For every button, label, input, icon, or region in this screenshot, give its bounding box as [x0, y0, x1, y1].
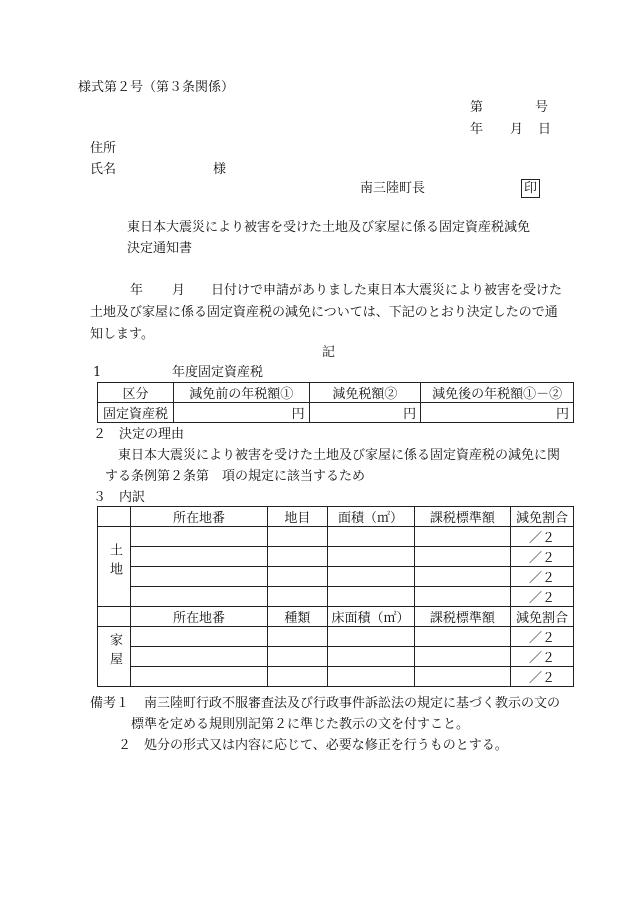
date-month: 月	[510, 122, 524, 137]
header-category: 区分	[98, 383, 174, 403]
land-row-3-location	[131, 567, 268, 587]
land-header-taxbase: 課税標準額	[414, 507, 511, 527]
body-line-2: 土地及び家屋に係る固定資産税の減免については、下記のとおり決定したので通	[90, 305, 558, 320]
form-number: 様式第２号（第３条関係）	[78, 80, 235, 95]
house-row-2-floor-area	[327, 647, 414, 667]
body-year: 年	[130, 283, 144, 298]
house-header-ratio: 減免割合	[511, 607, 574, 627]
land-row-2-location	[131, 547, 268, 567]
land-header-ratio: 減免割合	[511, 507, 574, 527]
section2-heading: ２ 決定の理由	[93, 427, 185, 442]
number-dai: 第	[470, 100, 484, 115]
row-before-yen: 円	[173, 403, 309, 423]
land-header-location: 所在地番	[131, 507, 268, 527]
title-line-1: 東日本大震災により被害を受けた土地及び家屋に係る固定資産税減免	[127, 220, 531, 235]
house-row-1-ratio: ／２	[511, 627, 574, 647]
land-row-2-ratio: ／２	[511, 547, 574, 567]
land-row-2-category	[268, 547, 327, 567]
row-after-yen: 円	[421, 403, 574, 423]
house-row-2-location	[131, 647, 268, 667]
notes-label: 備考１	[90, 696, 130, 711]
house-row-1-location	[131, 627, 268, 647]
section2-line-1: 東日本大震災により被害を受けた土地及び家屋に係る固定資産税の減免に関	[118, 448, 561, 463]
header-reduction: 減免税額②	[309, 383, 421, 403]
corner-cell	[98, 507, 131, 527]
seal-stamp	[521, 179, 540, 198]
date-year: 年	[470, 122, 484, 137]
house-header-floor-area: 床面積（㎡）	[327, 607, 414, 627]
body-line-3: 知します。	[90, 327, 154, 342]
house-corner-cell	[98, 607, 131, 627]
house-row-3-taxbase	[414, 667, 511, 687]
header-before: 減免前の年税額①	[173, 383, 309, 403]
land-row-3-category	[268, 567, 327, 587]
land-row-4-taxbase	[414, 587, 511, 607]
house-row-1-floor-area	[327, 627, 414, 647]
house-header-type: 種類	[268, 607, 327, 627]
house-row-2-taxbase	[414, 647, 511, 667]
date-day: 日	[538, 122, 552, 137]
land-row-1-category	[268, 527, 327, 547]
house-header-taxbase: 課税標準額	[414, 607, 511, 627]
land-row-3-taxbase	[414, 567, 511, 587]
header-after: 減免後の年税額①－②	[421, 383, 574, 403]
house-row-2-ratio: ／２	[511, 647, 574, 667]
name-label: 氏名	[90, 162, 117, 177]
land-row-1-area	[327, 527, 414, 547]
land-row-2-taxbase	[414, 547, 511, 567]
number-go: 号	[535, 100, 549, 115]
house-row-1-taxbase	[414, 627, 511, 647]
land-row-4-category	[268, 587, 327, 607]
ki-heading: 記	[322, 345, 336, 360]
land-row-1-taxbase	[414, 527, 511, 547]
note-1-line-1: 南三陸町行政不服審査法及び行政事件訴訟法の規定に基づく教示の文の	[144, 696, 561, 711]
section2-line-2: する条例第２条第 項の規定に該当するため	[105, 469, 366, 484]
note-2: ２ 処分の形式又は内容に応じて、必要な修正を行うものとする。	[118, 738, 508, 753]
issuer-name: 南三陸町長	[360, 181, 426, 196]
land-row-2-area	[327, 547, 414, 567]
section3-heading: ３ 内訳	[93, 490, 146, 505]
house-row-2-type	[268, 647, 327, 667]
house-row-3-floor-area	[327, 667, 414, 687]
land-row-3-ratio: ／２	[511, 567, 574, 587]
house-label	[98, 627, 131, 687]
land-row-1-ratio: ／２	[511, 527, 574, 547]
seal-text: 印	[521, 179, 540, 198]
breakdown-table	[97, 506, 574, 687]
house-row-3-ratio: ／２	[511, 667, 574, 687]
house-row-3-type	[268, 667, 327, 687]
body-month: 月	[172, 283, 186, 298]
land-row-3-area	[327, 567, 414, 587]
body-line-1: 日付けで申請がありました東日本大震災により被害を受けた	[211, 283, 563, 298]
house-row-1-type	[268, 627, 327, 647]
house-label-text: 家屋	[107, 633, 122, 671]
row-reduction-yen: 円	[309, 403, 421, 423]
land-row-4-ratio: ／２	[511, 587, 574, 607]
land-row-1-location	[131, 527, 268, 547]
land-label	[98, 527, 131, 607]
land-label-text: 土地	[107, 543, 122, 581]
title-line-2: 決定通知書	[127, 241, 193, 256]
land-row-4-location	[131, 587, 268, 607]
land-header-category: 地目	[268, 507, 327, 527]
section1-title: 年度固定資産税	[172, 365, 264, 380]
sama-label: 様	[213, 162, 227, 177]
tax-summary-table	[97, 382, 574, 423]
land-row-4-area	[327, 587, 414, 607]
note-1-line-2: 標準を定める規則別記第２に準じた教示の文を付すこと。	[131, 717, 470, 732]
section1-number: 1	[93, 365, 102, 380]
house-row-3-location	[131, 667, 268, 687]
address-label: 住所	[90, 141, 117, 156]
land-header-area: 面積（㎡）	[327, 507, 414, 527]
row-category: 固定資産税	[98, 403, 174, 423]
house-header-location: 所在地番	[131, 607, 268, 627]
